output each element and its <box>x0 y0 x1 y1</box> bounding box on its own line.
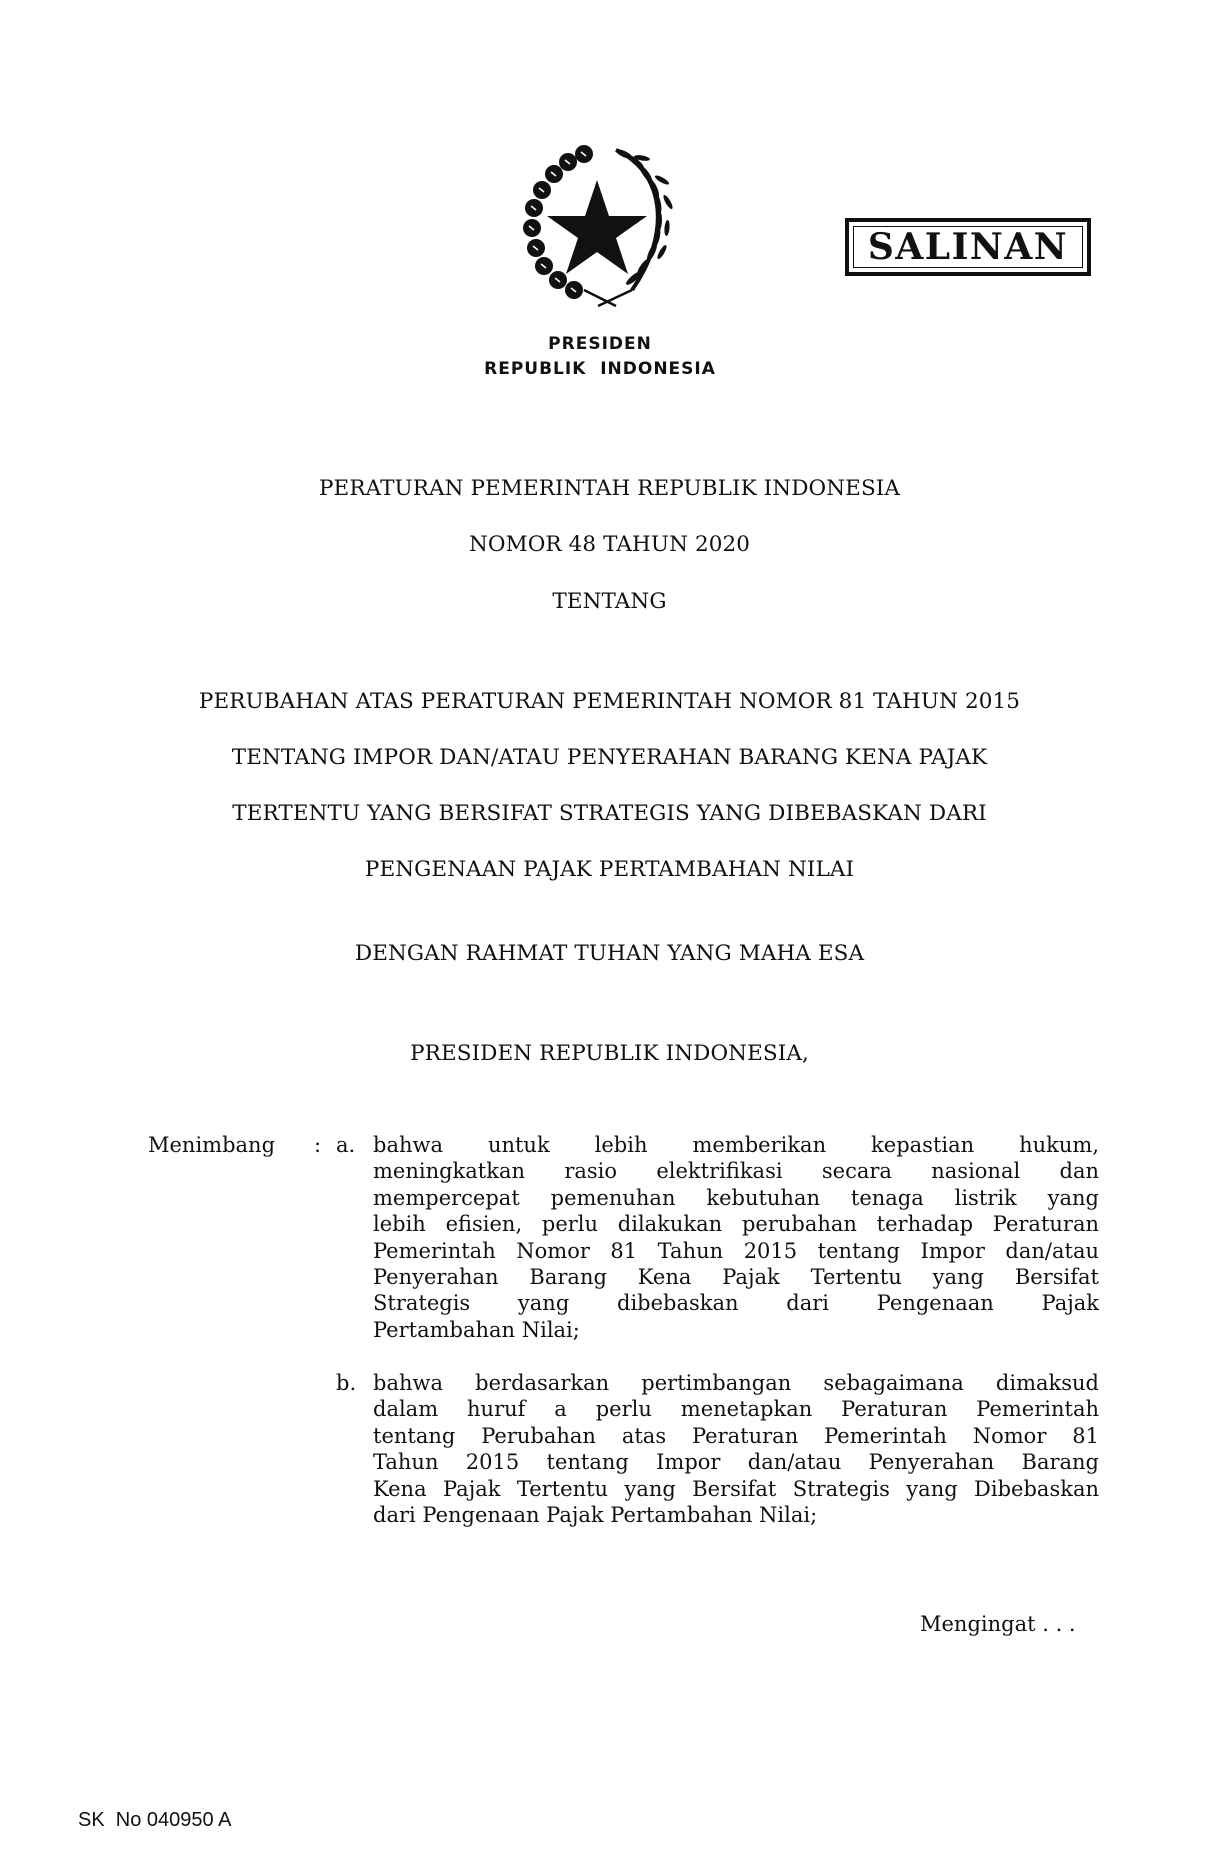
regulation-about-label: TENTANG <box>552 589 667 614</box>
text-line: Strategis yang dibebaskan dari Pengenaan Pajak <box>373 1291 1099 1316</box>
text-line: bahwa untuk lebih memberikan kepastian hukum, <box>373 1133 1099 1157</box>
menimbang-item-a <box>373 1132 1099 1343</box>
salinan-label: SALINAN <box>867 226 1069 268</box>
text-line: dalam huruf a perlu menetapkan Peraturan Pemerintah <box>373 1397 1099 1422</box>
invocation: DENGAN RAHMAT TUHAN YANG MAHA ESA <box>354 941 865 966</box>
salinan-stamp <box>845 218 1091 276</box>
enacting-authority: PRESIDEN REPUBLIK INDONESIA, <box>410 1041 809 1066</box>
garuda-presidential-seal-icon <box>512 140 682 308</box>
text-line: Pemerintah Nomor 81 Tahun 2015 tentang Impor dan/atau <box>373 1238 1099 1263</box>
text-line: tentang Perubahan atas Peraturan Pemerintah Nomor 81 <box>373 1423 1099 1448</box>
regulation-subject-line: TERTENTU YANG BERSIFAT STRATEGIS YANG DIBEBASKAN DARI <box>232 801 987 826</box>
text-line: Tahun 2015 tentang Impor dan/atau Penyerahan Barang <box>373 1450 1099 1475</box>
document-serial-code: SK No 040950 A <box>78 1809 232 1831</box>
text-line: lebih efisien, perlu dilakukan perubahan terhadap Peraturan <box>373 1212 1099 1237</box>
regulation-number: NOMOR 48 TAHUN 2020 <box>468 532 751 557</box>
text-line: Kena Pajak Tertentu yang Bersifat Strategis yang Dibebaskan <box>373 1476 1099 1501</box>
item-marker-b: b. <box>336 1371 357 1395</box>
emblem-caption-president: PRESIDEN <box>548 334 652 354</box>
text-line: mempercepat pemenuhan kebutuhan tenaga listrik yang <box>373 1185 1099 1210</box>
text-line: bahwa berdasarkan pertimbangan sebagaimana dimaksud <box>373 1371 1099 1395</box>
emblem-caption-republic: REPUBLIK INDONESIA <box>484 359 716 379</box>
continuation-catchword: Mengingat . . . <box>920 1612 1076 1636</box>
menimbang-label: Menimbang <box>148 1133 276 1157</box>
text-line: Pertambahan Nilai; <box>373 1317 580 1342</box>
menimbang-item-b <box>373 1370 1099 1528</box>
regulation-subject-line: PENGENAAN PAJAK PERTAMBAHAN NILAI <box>364 857 855 882</box>
regulation-subject-line: PERUBAHAN ATAS PERATURAN PEMERINTAH NOMOR 81 TAHUN 2015 <box>198 689 1021 714</box>
text-line: dari Pengenaan Pajak Pertambahan Nilai; <box>373 1502 818 1527</box>
text-line: Penyerahan Barang Kena Pajak Tertentu yang Bersifat <box>373 1264 1099 1289</box>
regulation-subject-line: TENTANG IMPOR DAN/ATAU PENYERAHAN BARANG KENA PAJAK <box>231 745 988 770</box>
menimbang-colon: : <box>314 1133 322 1157</box>
item-marker-a: a. <box>336 1133 356 1157</box>
text-line: meningkatkan rasio elektrifikasi secara nasional dan <box>373 1159 1099 1184</box>
regulation-type: PERATURAN PEMERINTAH REPUBLIK INDONESIA <box>318 476 901 501</box>
